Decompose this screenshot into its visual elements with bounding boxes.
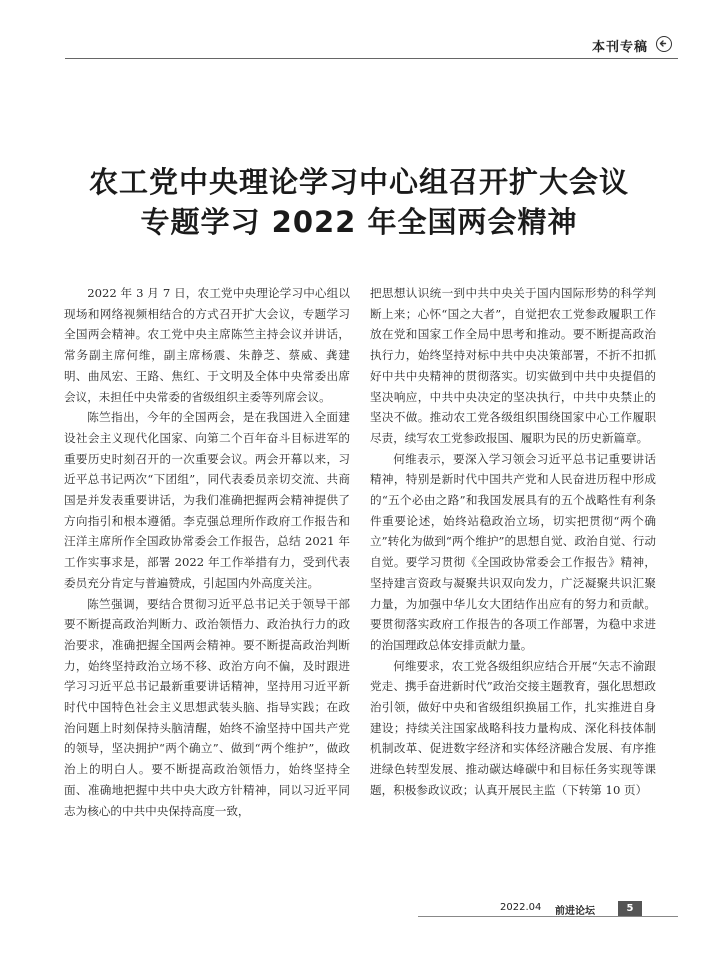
issue-number: 2022.04 xyxy=(500,902,542,913)
article-title-line1: 农工党中央理论学习中心组召开扩大会议 xyxy=(88,165,629,199)
paragraph: 陈竺指出，今年的全国两会，是在我国进入全面建设社会主义现代化国家、向第二个百年奋斗目标进军的重要历史时刻召开的一次重要会议。两会开幕以来，习近平总书记两次“下团组”，同代表委员亲切交流、共商国是并发表重要讲话，为我们准确把握两会精神提供了方向指引和根本遵循。李克强总理所作政府工作报告和汪洋主席所作全国政协常委会工作报告，总结 2021 年工作实事求是，部署 2022 年工作举措有力，受到代表委员充分肯定与普遍赞成，引起国内外高度关注。 xyxy=(64,410,350,590)
article-title-line2: 专题学习 2022 年全国两会精神 xyxy=(140,205,578,239)
paragraph: 何维要求，农工党各级组织应结合开展“矢志不渝跟党走、携手奋进新时代”政治交接主题教育，强化思想政治引领，做好中央和省级组织换届工作，扎实推进自身建设；持续关注国家战略科技力量构成、深化科技体制机制改革、促进数字经济和实体经济融合发展、有序推进绿色转型发展、推动碳达峰碳中和目标任务实现等课题，积极参政议政；认真开展民主监（下转第 10 页） xyxy=(370,658,656,797)
paragraph: 2022 年 3 月 7 日，农工党中央理论学习中心组以现场和网络视频相结合的方式召开扩大会议，专题学习全国两会精神。农工党中央主席陈竺主持会议并讲话，常务副主席何维，副主席杨震、朱静芝、蔡威、龚建明、曲凤宏、王路、焦红、于文明及全体中央常委出席会议，未担任中央常委的省级组织主委等列席会议。 xyxy=(64,286,350,404)
header-rule xyxy=(65,58,678,59)
page-number: 5 xyxy=(618,901,642,916)
circle-arrow-left-icon xyxy=(656,36,672,52)
paragraph: 陈竺强调，要结合贯彻习近平总书记关于领导干部要不断提高政治判断力、政治领悟力、政治执行力的政治要求，准确把握全国两会精神。要不断提高政治判断力，始终坚持政治立场不移、政治方向不偏，及时跟进学习习近平总书记最新重要讲话精神，坚持用习近平新时代中国特色社会主义思想武装头脑、指导实践；在政治问题上时刻保持头脑清醒，始终不渝坚持中国共产党的领导，坚决拥护“两个确立”、做到“两个维护”，做政治上的明白人。要不断提高政治领悟力，始终坚持全面、准确地把握中共中央大政方针精神，同以习近平同志为核心的中共中央保持高度一致， xyxy=(64,596,350,818)
section-label: 本刊专稿 xyxy=(591,40,648,55)
right-column xyxy=(370,283,656,801)
magazine-name: 前进论坛 xyxy=(555,906,595,917)
left-column xyxy=(64,283,350,821)
paragraph-continuation: 把思想认识统一到中共中央关于国内国际形势的科学判断上来；心怀“国之大者”，自觉把农工党参政履职工作放在党和国家工作全局中思考和推动。要不断提高政治执行力，始终坚持对标中共中央决策部署，不折不扣抓好中共中央精神的贯彻落实。切实做到中共中央提倡的坚决响应，中共中央决定的坚决执行，中共中央禁止的坚决不做。推动农工党各级组织围绕国家中心工作履职尽责，续写农工党参政报国、履职为民的历史新篇章。 xyxy=(370,286,656,445)
footer-rule xyxy=(418,916,678,917)
paragraph: 何维表示，要深入学习领会习近平总书记重要讲话精神，特别是新时代中国共产党和人民奋进历程中形成的“五个必由之路”和我国发展具有的五个战略性有利条件重要论述，始终站稳政治立场，切实把贯彻“两个确立”转化为做到“两个维护”的思想自觉、政治自觉、行动自觉。要学习贯彻《全国政协常委会工作报告》精神，坚持建言资政与凝聚共识双向发力，广泛凝聚共识汇聚力量，为加强中华儿女大团结作出应有的努力和贡献。要贯彻落实政府工作报告的各项工作部署，为稳中求进的治国理政总体安排贡献力量。 xyxy=(370,451,656,652)
